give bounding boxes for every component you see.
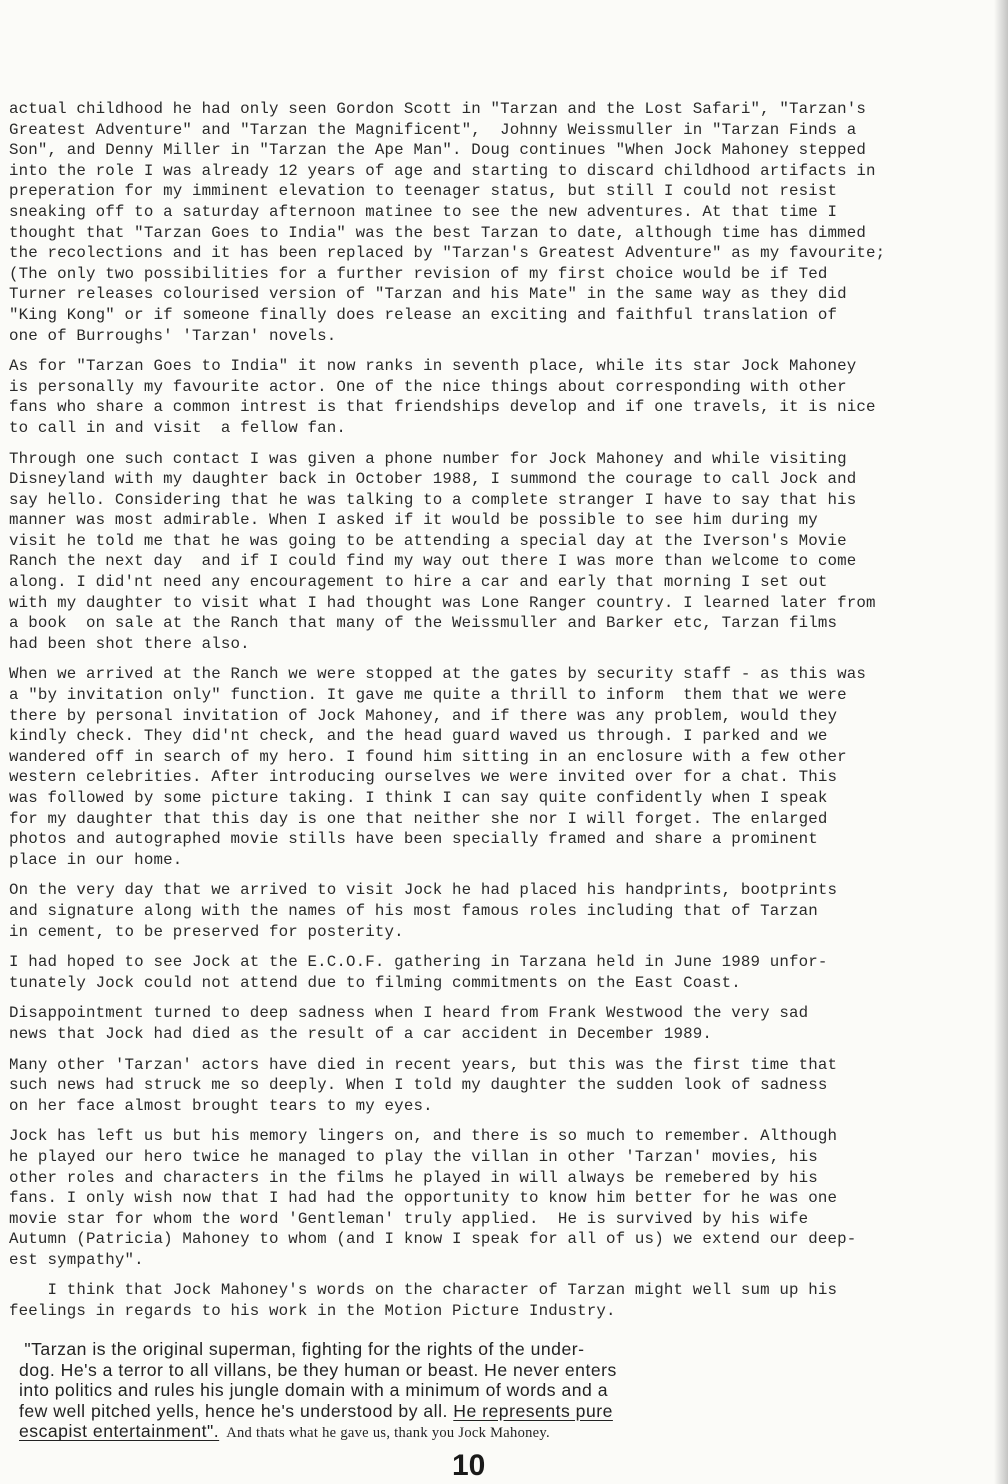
text-line: fans. I only wish now that I had had the opportunity to know him better for he was one bbox=[9, 1189, 838, 1208]
page-edge-shadow bbox=[994, 0, 1008, 1484]
quote-line: "Tarzan is the original superman, fighting for the rights of the under- bbox=[19, 1339, 585, 1359]
paragraph bbox=[9, 356, 915, 438]
text-line: news that Jock had died as the result of a car accident in December 1989. bbox=[9, 1024, 712, 1043]
text-line: photos and autographed movie stills have been specially framed and share a prominent bbox=[9, 830, 818, 849]
paragraph bbox=[9, 1126, 915, 1270]
paragraph bbox=[9, 1055, 915, 1117]
text-line: On the very day that we arrived to visit Jock he had placed his handprints, bootprints bbox=[9, 881, 838, 900]
text-line: was followed by some picture taking. I think I can say quite confidently when I speak bbox=[9, 789, 828, 807]
paragraph bbox=[9, 952, 915, 993]
text-line: tunately Jock could not attend due to filming commitments on the East Coast. bbox=[9, 973, 741, 992]
text-line: Turner releases colourised version of "Tarzan and his Mate" in the same way as they did bbox=[9, 285, 847, 304]
text-line: As for "Tarzan Goes to India" it now ranks in seventh place, while its star Jock Mahoney bbox=[9, 357, 857, 376]
text-line: he played our hero twice he managed to play the villan in other 'Tarzan' movies, his bbox=[9, 1147, 818, 1166]
text-line: (The only two possibilities for a further revision of my first choice would be if Ted bbox=[9, 264, 828, 283]
pull-quote bbox=[19, 1339, 919, 1444]
text-line: say hello. Considering that he was talking to a complete stranger I have to say that his bbox=[9, 490, 857, 509]
text-line: When we arrived at the Ranch we were stopped at the gates by security staff - as this was bbox=[9, 665, 867, 684]
quote-line: dog. He's a terror to all villans, be they human or beast. He never enters bbox=[19, 1359, 617, 1380]
quote-line bbox=[19, 1401, 919, 1422]
quote-underlined-text: He represents pure bbox=[453, 1400, 613, 1421]
quote-tail-text: And thats what he gave us, thank you Jock Mahoney. bbox=[219, 1425, 550, 1442]
text-line: kindly check. They did'nt check, and the head guard waved us through. I parked and we bbox=[9, 727, 828, 746]
text-line: on her face almost brought tears to my eyes. bbox=[9, 1096, 433, 1115]
text-line: such news had struck me so deeply. When I told my daughter the sudden look of sadness bbox=[9, 1076, 828, 1095]
text-line: Many other 'Tarzan' actors have died in recent years, but this was the first time that bbox=[9, 1055, 838, 1074]
text-line: to call in and visit a fellow fan. bbox=[9, 418, 347, 437]
text-line: Autumn (Patricia) Mahoney to whom (and I know I speak for all of us) we extend our deep- bbox=[9, 1230, 857, 1249]
text-line: with my daughter to visit what I had thought was Lone Ranger country. I learned later from bbox=[9, 593, 876, 612]
paragraph bbox=[9, 880, 915, 942]
quote-text: few well pitched yells, hence he's understood by all. bbox=[19, 1400, 454, 1421]
text-line: visit he told me that he was going to be attending a special day at the Iverson's Movie bbox=[9, 531, 847, 550]
text-line: Ranch the next day and if I could find my way out there I was more than welcome to come bbox=[9, 552, 857, 571]
article-body bbox=[9, 99, 915, 1332]
text-line: actual childhood he had only seen Gordon Scott in "Tarzan and the Lost Safari", "Tarzan's bbox=[9, 100, 867, 118]
quote-line bbox=[19, 1421, 919, 1444]
text-line: a book on sale at the Ranch that many of the Weissmuller and Barker etc, Tarzan films bbox=[9, 614, 838, 633]
text-line: along. I did'nt need any encouragement to hire a car and early that morning I set out bbox=[9, 573, 828, 592]
text-line: had been shot there also. bbox=[9, 634, 250, 653]
paragraph bbox=[9, 1003, 915, 1044]
text-line: there by personal invitation of Jock Mahoney, and if there was any problem, would they bbox=[9, 706, 838, 725]
paragraph bbox=[9, 1280, 915, 1321]
text-line: Son", and Denny Miller in "Tarzan the Ape Man". Doug continues "When Jock Mahoney stepped bbox=[9, 141, 867, 160]
text-line: wandered off in search of my hero. I found him sitting in an enclosure with a few other bbox=[9, 747, 847, 766]
text-line: Disneyland with my daughter back in October 1988, I summond the courage to call Jock and bbox=[9, 470, 857, 489]
text-line: one of Burroughs' 'Tarzan' novels. bbox=[9, 326, 337, 345]
page-number: 10 bbox=[452, 1449, 486, 1482]
text-line: movie star for whom the word 'Gentleman' truly applied. He is survived by his wife bbox=[9, 1209, 809, 1228]
text-line: other roles and characters in the films he played in will always be remebered by his bbox=[9, 1168, 818, 1187]
text-line: is personally my favourite actor. One of the nice things about corresponding with other bbox=[9, 377, 847, 396]
text-line: place in our home. bbox=[9, 850, 183, 869]
text-line: feelings in regards to his work in the Motion Picture Industry. bbox=[9, 1302, 616, 1321]
text-line: I had hoped to see Jock at the E.C.O.F. gathering in Tarzana held in June 1989 unfor- bbox=[9, 953, 828, 972]
text-line: the recolections and it has been replaced by "Tarzan's Greatest Adventure" as my favourite; bbox=[9, 244, 886, 263]
text-line: into the role I was already 12 years of age and starting to discard childhood artifacts in bbox=[9, 161, 876, 180]
quote-line: into politics and rules his jungle domain with a minimum of words and a bbox=[19, 1380, 608, 1401]
text-line: I think that Jock Mahoney's words on the character of Tarzan might well sum up his bbox=[9, 1281, 838, 1300]
text-line: and signature along with the names of his most famous roles including that of Tarzan bbox=[9, 901, 818, 920]
text-line: Disappointment turned to deep sadness when I heard from Frank Westwood the very sad bbox=[9, 1004, 809, 1023]
text-line: for my daughter that this day is one that neither she nor I will forget. The enlarged bbox=[9, 809, 828, 828]
text-line: western celebrities. After introducing ourselves we were invited over for a chat. This bbox=[9, 768, 838, 787]
text-line: Through one such contact I was given a phone number for Jock Mahoney and while visiting bbox=[9, 449, 847, 468]
text-line: "King Kong" or if someone finally does release an exciting and faithful translation of bbox=[9, 305, 838, 324]
text-line: thought that "Tarzan Goes to India" was the best Tarzan to date, although time has dimmed bbox=[9, 223, 867, 242]
paragraph bbox=[9, 449, 915, 655]
paragraph bbox=[9, 664, 915, 870]
quote-underlined-text: escapist entertainment". bbox=[19, 1421, 220, 1442]
text-line: in cement, to be preserved for posterity. bbox=[9, 922, 404, 941]
text-line: manner was most admirable. When I asked if it would be possible to see him during my bbox=[9, 511, 818, 530]
text-line: Greatest Adventure" and "Tarzan the Magnificent", Johnny Weissmuller in "Tarzan Finds a bbox=[9, 120, 857, 139]
text-line: fans who share a common intrest is that friendships develop and if one travels, it is nice bbox=[9, 398, 876, 417]
text-line: sneaking off to a saturday afternoon matinee to see the new adventures. At that time I bbox=[9, 202, 838, 221]
text-line: preperation for my imminent elevation to teenager status, but still I could not resist bbox=[9, 182, 838, 201]
paragraph bbox=[9, 99, 915, 346]
text-line: Jock has left us but his memory lingers on, and there is so much to remember. Although bbox=[9, 1127, 838, 1146]
text-line: a "by invitation only" function. It gave me quite a thrill to inform them that we were bbox=[9, 686, 847, 705]
text-line: est sympathy". bbox=[9, 1250, 144, 1269]
